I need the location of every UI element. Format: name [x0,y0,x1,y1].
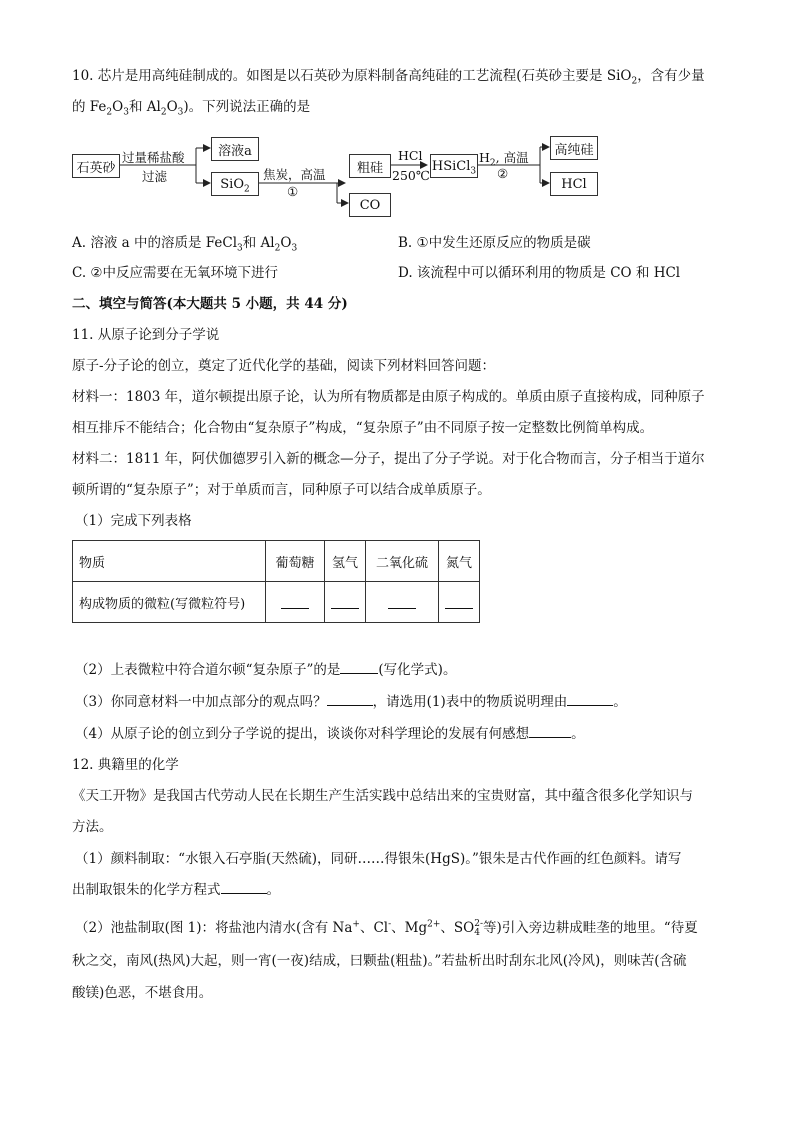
option-c: C. ②中反应需要在无氧环境下进行 [72,265,279,281]
flow-arrows [0,0,794,230]
table-cell: 构成物质的微粒(写微粒符号) [73,582,266,623]
q11-material1-line1: 材料一：1803 年，道尔顿提出原子论，认为所有物质都是由原子构成的。单质由原子直接构成，同种原子 [72,389,705,405]
q12-intro-line1: 《天工开物》是我国古代劳动人民在长期生产生活实践中总结出来的宝贵财富，其中蕴含很多化学知识与 [72,788,693,804]
q12-intro-line2: 方法。 [72,819,113,835]
option-b: B. ①中发生还原反应的物质是碳 [398,235,591,251]
label-step1-filter: 过滤 [142,169,168,184]
label-hcl-temperature: 250℃ [392,168,430,183]
label-step1-reagent: 过量稀盐酸 [122,150,185,165]
q10-stem-line2: 的 $Fe_2O_3$和 $Al_2O_3$)。下列说法正确的是 [72,99,311,118]
q11-part4: （4）从原子论的创立到分子学说的提出，谈谈你对科学理论的发展有何感想 。 [75,726,585,742]
table-cell: 氢气 [325,541,366,582]
q11-table [72,540,480,623]
label-step2-condition: 焦炭，高温 [263,167,326,182]
answer-blank[interactable] [325,582,366,623]
table-row [73,541,480,582]
option-d: D. 该流程中可以循环利用的物质是 CO 和 HCl [398,265,681,281]
q11-part3: （3）你同意材料一中加点部分的观点吗？ ，请选用(1)表中的物质说明理由 。 [75,694,627,710]
answer-blank[interactable] [327,693,373,706]
q11-intro: 原子-分子论的创立，奠定了近代化学的基础，阅读下列材料回答问题： [72,358,496,374]
q12-part1-line1: （1）颜料制取：“水银入石亭脂(天然硫)，同研……得银朱(HgS)。”银朱是古代作画的红色颜料。请写 [75,851,682,867]
q11-title: 11. 从原子论到分子学说 [72,327,220,343]
answer-blank[interactable] [340,661,378,674]
q12-part2-line3: 酸镁)色恶，不堪食用。 [72,985,213,1001]
label-step2-number: ① [287,184,299,199]
answer-blank[interactable] [266,582,325,623]
box-hcl-output: HCl [550,172,598,196]
q12-part2-line1: （2）池盐制取(图 1)：将盐池内清水(含有 Na+、Cl-、$Mg^{2+}$、SO 2- 4 等)引入旁边耕成畦垄的地里。“待夏 [75,918,698,938]
box-co: CO [349,193,391,217]
q10-stem-line1: 10. 芯片是用高纯硅制成的。如图是以石英砂为原料制备高纯硅的工艺流程(石英砂主要是 SiO$_2$，含有少量 [72,68,705,87]
box-quartz-sand: 石英砂 [72,154,120,178]
q11-material2-line2: 顿所谓的“复杂原子”；对于单质而言，同种原子可以结合成单质原子。 [72,482,491,498]
box-hsicl3: HSiCl$_3$ [430,154,478,178]
table-cell: 葡萄糖 [266,541,325,582]
answer-blank[interactable] [366,582,439,623]
q11-part2: （2）上表微粒中符合道尔顿“复杂原子”的是 (写化学式)。 [75,662,457,678]
label-step3-number: ② [497,166,509,181]
table-cell: 物质 [73,541,266,582]
label-step3-condition: $H_2$, 高温 [479,150,529,169]
answer-blank[interactable] [221,881,267,894]
table-row [73,582,480,623]
q11-material2-line1: 材料二：1811 年，阿伏伽德罗引入新的概念—分子，提出了分子学说。对于化合物而言，分子相当于道尔 [72,451,705,467]
table-cell: 二氧化硫 [366,541,439,582]
section-heading: 二、填空与简答(本大题共 5 小题，共 44 分) [72,296,348,312]
label-hcl-reagent: HCl [398,148,423,163]
answer-blank[interactable] [439,582,480,623]
q11-material1-line2: 相互排斥不能结合；化合物由“复杂原子”构成，“复杂原子”由不同原子按一定整数比例简单构成。 [72,420,654,436]
box-high-purity-silicon: 高纯硅 [550,136,598,160]
table-cell: 氮气 [439,541,480,582]
answer-blank[interactable] [567,693,613,706]
box-solution-a: 溶液a [211,137,259,161]
answer-blank[interactable] [529,725,571,738]
box-crude-silicon: 粗硅 [349,154,391,178]
box-sio2: SiO$_2$ [211,172,259,196]
q12-part2-line2: 秋之交，南风(热风)大起，则一宵(一夜)结成，曰颗盐(粗盐)。”若盐析出时刮东北风(冷风)，则味苦(含硫 [72,953,687,969]
option-a: A. 溶液 a 中的溶质是 FeCl$_3$和 $Al_2O_3$ [72,235,298,254]
q11-part1: （1）完成下列表格 [75,513,192,529]
q12-part1-line2: 出制取银朱的化学方程式 。 [72,882,280,898]
q12-title: 12. 典籍里的化学 [72,757,179,773]
